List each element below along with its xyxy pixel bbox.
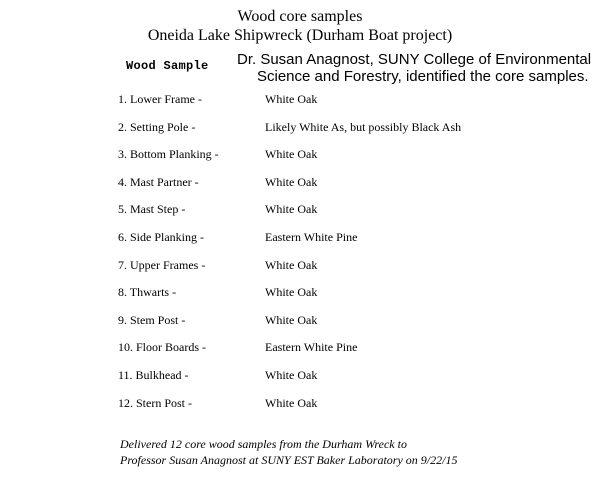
sample-name: 10. Floor Boards - (118, 340, 206, 354)
sample-row (0, 285, 600, 303)
sample-name: 1. Lower Frame - (118, 92, 202, 106)
sample-row (0, 340, 600, 358)
sample-name: 2. Setting Pole - (118, 120, 196, 134)
sample-row (0, 92, 600, 110)
sample-name: 7. Upper Frames - (118, 258, 206, 272)
wood-identification: White Oak (265, 202, 318, 216)
wood-identification: White Oak (265, 285, 318, 299)
sample-name: 9. Stem Post - (118, 313, 186, 327)
sample-row (0, 147, 600, 165)
wood-identification: Eastern White Pine (265, 340, 358, 354)
document-subtitle: Oneida Lake Shipwreck (Durham Boat project) (147, 27, 453, 44)
wood-identification: White Oak (265, 368, 318, 382)
document-title: Wood core samples (237, 8, 363, 25)
sample-name: 3. Bottom Planking - (118, 147, 219, 161)
wood-identification: White Oak (265, 313, 318, 327)
sample-row (0, 120, 600, 138)
sample-row (0, 258, 600, 276)
column-header: Wood Sample (126, 59, 209, 73)
sample-name: 11. Bulkhead - (118, 368, 189, 382)
sample-name: 6. Side Planking - (118, 230, 204, 244)
wood-identification: White Oak (265, 396, 318, 410)
sample-row (0, 313, 600, 331)
sample-name: 12. Stern Post - (118, 396, 193, 410)
sample-row (0, 202, 600, 220)
credit-line-2: Science and Forestry, identified the core samples. (257, 68, 589, 85)
delivery-note-line-2: Professor Susan Anagnost at SUNY EST Baker Laboratory on 9/22/15 (120, 453, 458, 467)
wood-identification: Likely White As, but possibly Black Ash (265, 120, 462, 134)
sample-row (0, 230, 600, 248)
credit-line-1: Dr. Susan Anagnost, SUNY College of Environmental (237, 51, 592, 68)
wood-identification: White Oak (265, 175, 318, 189)
sample-row (0, 396, 600, 414)
delivery-note-line-1: Delivered 12 core wood samples from the Durham Wreck to (120, 437, 407, 451)
wood-identification: White Oak (265, 258, 318, 272)
sample-name: 8. Thwarts - (118, 285, 177, 299)
sample-row (0, 175, 600, 193)
sample-name: 5. Mast Step - (118, 202, 186, 216)
sample-name: 4. Mast Partner - (118, 175, 199, 189)
wood-identification: White Oak (265, 92, 318, 106)
wood-identification: Eastern White Pine (265, 230, 358, 244)
sample-row (0, 368, 600, 386)
wood-identification: White Oak (265, 147, 318, 161)
